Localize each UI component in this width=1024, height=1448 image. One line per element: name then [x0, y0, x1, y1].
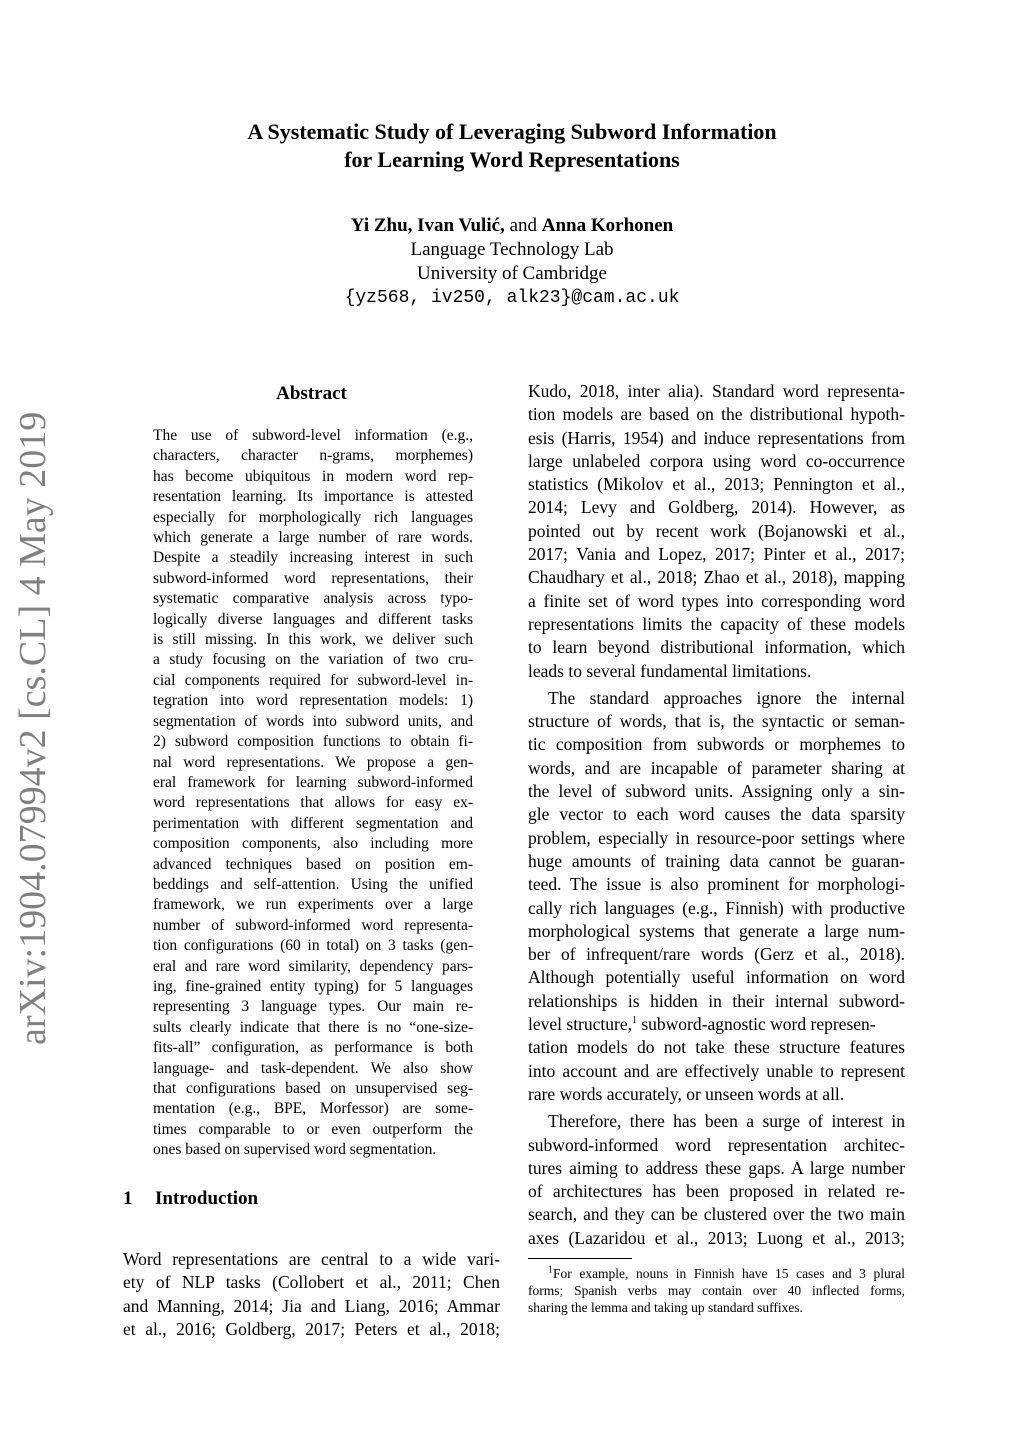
abstract-line: characters, character n-grams, morphemes)	[153, 447, 473, 465]
body-line: into account and are effectively unable to represent	[528, 1060, 905, 1081]
abstract-line: a study focusing on the variation of two cru-	[153, 651, 473, 669]
body-line: pointed out by recent work (Bojanowski et al.,	[528, 520, 905, 541]
body-line: gle vector to each word causes the data sparsity	[528, 804, 905, 825]
body-line: Therefore, there has been a surge of interest in	[548, 1111, 905, 1132]
right-column-body	[528, 380, 905, 1250]
footnote-text: For example, nouns in Finnish have 15 cases and 3 plural	[553, 1266, 905, 1281]
abstract-line: perimentation with different segmentation and	[153, 814, 473, 832]
author-email: {yz568, iv250, alk23}@cam.ac.uk	[344, 288, 680, 308]
footnote-divider	[528, 1258, 632, 1259]
footnote-line: forms; Spanish verbs may contain over 40 inflected forms,	[528, 1283, 905, 1298]
intro-line: and Manning, 2014; Jia and Liang, 2016; Ammar	[123, 1295, 500, 1316]
intro-line: ety of NLP tasks (Collobert et al., 2011; Chen	[123, 1272, 500, 1293]
body-line: tures aiming to address these gaps. A large number	[528, 1157, 905, 1178]
abstract-line: language- and task-dependent. We also show	[153, 1059, 473, 1077]
body-line: 2017; Vania and Lopez, 2017; Pinter et al., 2017;	[528, 544, 905, 565]
title-line-1: A Systematic Study of Leveraging Subword Information	[247, 119, 777, 144]
body-line: tic composition from subwords or morphemes to	[528, 734, 905, 755]
abstract-line: The use of subword-level information (e.g.,	[153, 427, 473, 444]
abstract-line: Despite a steadily increasing interest in such	[153, 549, 473, 567]
body-line: axes (Lazaridou et al., 2013; Luong et al., 2013;	[528, 1227, 905, 1248]
abstract-line: eral framework for learning subword-informed	[153, 773, 473, 791]
abstract-line: eral and rare word similarity, dependency pars-	[153, 957, 473, 975]
body-line: structure of words, that is, the syntactic or seman-	[528, 711, 905, 732]
abstract-line: segmentation of words into subword units, and	[153, 712, 473, 730]
body-line: problem, especially in resource-poor settings where	[528, 827, 905, 848]
abstract-line: sults clearly indicate that there is no “one-size-	[153, 1018, 473, 1036]
intro-line: Word representations are central to a wide vari-	[123, 1249, 500, 1269]
abstract-line: mentation (e.g., BPE, Morfessor) are some-	[153, 1100, 473, 1118]
abstract-line: cial components required for subword-level in-	[153, 671, 473, 689]
author-names	[112, 214, 912, 238]
body-line: to learn beyond distributional information, which	[528, 637, 905, 658]
abstract-heading: Abstract	[276, 383, 347, 404]
body-line: The standard approaches ignore the internal	[548, 687, 905, 708]
body-line: search, and they can be clustered over the two main	[528, 1204, 905, 1225]
body-line: teed. The issue is also prominent for morphologi-	[528, 874, 905, 895]
title-line-2: for Learning Word Representations	[344, 147, 680, 172]
abstract-line: especially for morphologically rich languages	[153, 508, 473, 526]
body-line: large unlabeled corpora using word co-occurrence	[528, 450, 905, 471]
abstract-line: systematic comparative analysis across typo-	[153, 590, 473, 608]
body-line: tion models are based on the distributional hypoth-	[528, 404, 905, 425]
abstract-line: which generate a large number of rare words.	[153, 529, 473, 547]
intro-line: et al., 2016; Goldberg, 2017; Peters et al., 2018;	[123, 1318, 500, 1339]
footnote-line	[528, 1265, 905, 1282]
section-title: Introduction	[155, 1188, 259, 1209]
body-line: representations limits the capacity of these models	[528, 613, 905, 634]
abstract-line: beddings and self-attention. Using the unified	[153, 875, 473, 893]
author-names-last: Anna Korhonen	[541, 215, 674, 236]
abstract-line: advanced techniques based on position em-	[153, 855, 473, 873]
section-number: 1	[123, 1188, 133, 1209]
footnote	[528, 1265, 905, 1316]
abstract-line: tion configurations (60 in total) on 3 tasks (gen-	[153, 937, 473, 955]
footnote-line: sharing the lemma and taking up standard suffixes.	[528, 1300, 803, 1315]
abstract-line: nal word representations. We propose a gen-	[153, 753, 473, 771]
body-line-part: level structure,	[528, 1014, 632, 1035]
body-line: subword-informed word representation architec-	[528, 1134, 905, 1155]
body-line: statistics (Mikolov et al., 2013; Pennington et al.,	[528, 474, 905, 495]
footnote-marker[interactable]: 1	[631, 1015, 637, 1027]
arxiv-identifier: arXiv:1904.07994v2 [cs.CL] 4 May 2019	[12, 411, 54, 1045]
body-line: cally rich languages (e.g., Finnish) with productive	[528, 897, 905, 918]
body-line: a finite set of word types into corresponding word	[528, 590, 905, 611]
body-line: tation models do not take these structure features	[528, 1037, 905, 1058]
abstract-line: ones based on supervised word segmentation.	[153, 1141, 437, 1159]
body-line-part: subword-agnostic word represen-	[636, 1014, 876, 1035]
body-line: Chaudhary et al., 2018; Zhao et al., 2018), mapping	[528, 567, 905, 588]
abstract-line: is still missing. In this work, we deliver such	[153, 631, 473, 649]
abstract-line: resentation learning. Its importance is attested	[153, 488, 473, 506]
affiliation-university: University of Cambridge	[417, 263, 607, 284]
footnote-number: 1	[548, 1264, 553, 1276]
abstract-line: composition components, also including more	[153, 835, 473, 853]
body-line: relationships is hidden in their internal subword-	[528, 990, 905, 1011]
paper-title	[112, 118, 912, 174]
body-line: the level of subword units. Assigning only a sin-	[528, 781, 905, 802]
body-line: of architectures has been proposed in related re-	[528, 1181, 905, 1202]
introduction-body	[123, 1248, 500, 1341]
body-line: leads to several fundamental limitations.	[528, 660, 812, 681]
abstract-line: tegration into word representation models: 1)	[153, 692, 473, 710]
author-names-first: Yi Zhu, Ivan Vulić,	[350, 215, 505, 236]
abstract-line: fits-all” configuration, as performance is both	[153, 1039, 473, 1057]
abstract-line: word representations that allows for easy ex-	[153, 794, 473, 812]
body-line: esis (Harris, 1954) and induce representations from	[528, 427, 905, 448]
author-block	[112, 214, 912, 310]
body-line: ber of infrequent/rare words (Gerz et al., 2018).	[528, 944, 905, 965]
body-line: rare words accurately, or unseen words at all.	[528, 1083, 845, 1104]
section-heading-introduction	[123, 1187, 258, 1211]
abstract-line: subword-informed word representations, their	[153, 569, 473, 587]
abstract-line: number of subword-informed word representa-	[153, 916, 473, 934]
abstract-line: has become ubiquitous in modern word rep-	[153, 467, 473, 485]
body-line: huge amounts of training data cannot be guaran-	[528, 850, 905, 871]
body-line: words, and are incapable of parameter sharing at	[528, 757, 905, 778]
body-line: morphological systems that generate a large num-	[528, 920, 905, 941]
abstract-line: representing 3 language types. Our main re-	[153, 998, 473, 1016]
body-line: Kudo, 2018, inter alia). Standard word representa-	[528, 381, 905, 401]
abstract-line: logically diverse languages and different tasks	[153, 610, 473, 628]
abstract-line: ing, fine-grained entity typing) for 5 languages	[153, 977, 473, 995]
author-names-and: and	[504, 215, 542, 236]
body-line-with-footnote	[528, 1013, 905, 1036]
abstract-body	[153, 426, 473, 1161]
abstract-line: 2) subword composition functions to obtain fi-	[153, 733, 473, 751]
abstract-line: framework, we run experiments over a large	[153, 896, 473, 914]
affiliation-lab: Language Technology Lab	[410, 239, 614, 260]
body-line: 2014; Levy and Goldberg, 2014). However, as	[528, 497, 905, 518]
abstract-line: that configurations based on unsupervised seg-	[153, 1080, 473, 1097]
abstract-line: times comparable to or even outperform the	[153, 1120, 473, 1138]
body-line: Although potentially useful information on word	[528, 967, 905, 988]
